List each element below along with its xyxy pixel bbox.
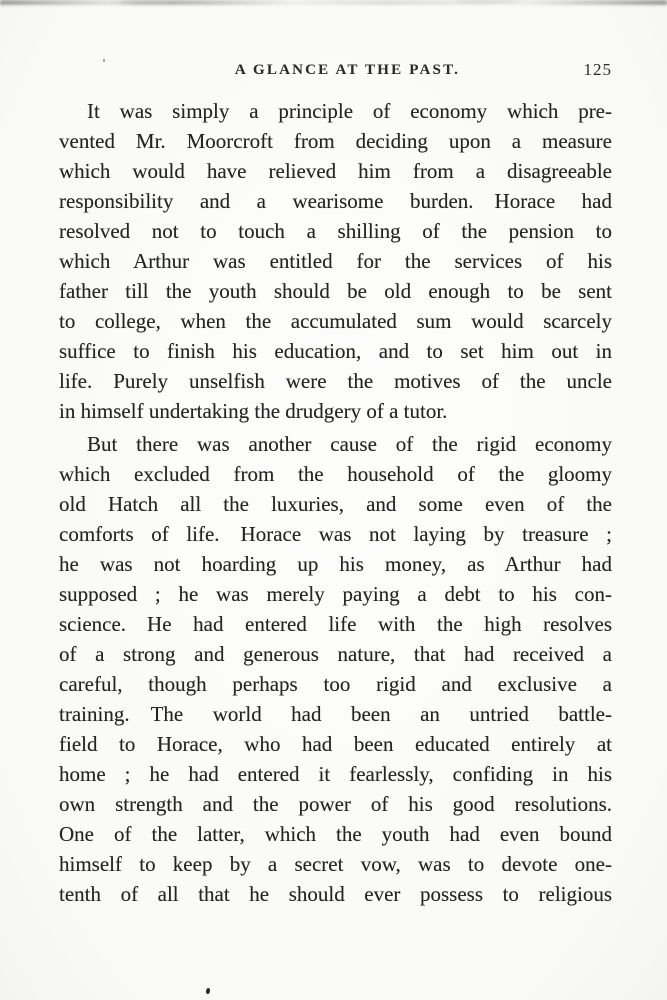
scan-smudge (455, 0, 525, 3)
text-line: supposed ; he was merely paying a debt to his con- (59, 582, 612, 606)
page-number: 125 (583, 60, 612, 79)
text-line: home ; he had entered it fearlessly, confiding in his (59, 762, 612, 786)
text-line: responsibility and a wearisome burden. Horace had (59, 189, 612, 213)
running-title: A GLANCE AT THE PAST. (234, 62, 461, 78)
text-line: which Arthur was entitled for the services of his (59, 249, 612, 273)
scan-edge-artifact (0, 0, 667, 5)
text-line: of a strong and generous nature, that had received a (59, 642, 612, 666)
text-line: tenth of all that he should ever possess to religious (59, 882, 612, 906)
text-line: suffice to finish his education, and to set him out in (59, 339, 612, 363)
text-line: he was not hoarding up his money, as Arthur had (59, 552, 612, 576)
text-line: science. He had entered life with the high resolves (59, 612, 612, 636)
text-line: to college, when the accumulated sum would scarcely (59, 309, 612, 333)
text-line: It was simply a principle of economy which pre- (87, 99, 612, 123)
text-line: himself to keep by a secret vow, was to devote one- (59, 852, 612, 876)
paragraph-1 (59, 96, 612, 426)
text-line: old Hatch all the luxuries, and some even of the (59, 492, 612, 516)
page-text (59, 96, 612, 909)
text-line: vented Mr. Moorcroft from deciding upon a measure (59, 129, 612, 153)
text-line: father till the youth should be old enough to be sent (59, 279, 612, 303)
text-line: which would have relieved him from a disagreeable (59, 159, 612, 183)
text-line: careful, though perhaps too rigid and exclusive a (59, 672, 612, 696)
text-line: training. The world had been an untried battle- (59, 702, 612, 726)
text-line: comforts of life. Horace was not laying by treasure ; (59, 522, 612, 546)
paragraph-2 (59, 429, 612, 909)
ink-speck (205, 988, 211, 995)
text-line: field to Horace, who had been educated entirely at (59, 732, 612, 756)
text-line: in himself undertaking the drudgery of a tutor. (59, 399, 448, 423)
text-line: One of the latter, which the youth had even bound (59, 822, 612, 846)
text-line: life. Purely unselfish were the motives of the uncle (59, 369, 612, 393)
page-header (59, 62, 612, 80)
text-line: resolved not to touch a shilling of the pension to (59, 219, 612, 243)
text-line: own strength and the power of his good resolutions. (59, 792, 612, 816)
text-line: But there was another cause of the rigid economy (87, 432, 612, 456)
text-line: which excluded from the household of the gloomy (59, 462, 612, 486)
scan-smudge (120, 1, 160, 4)
